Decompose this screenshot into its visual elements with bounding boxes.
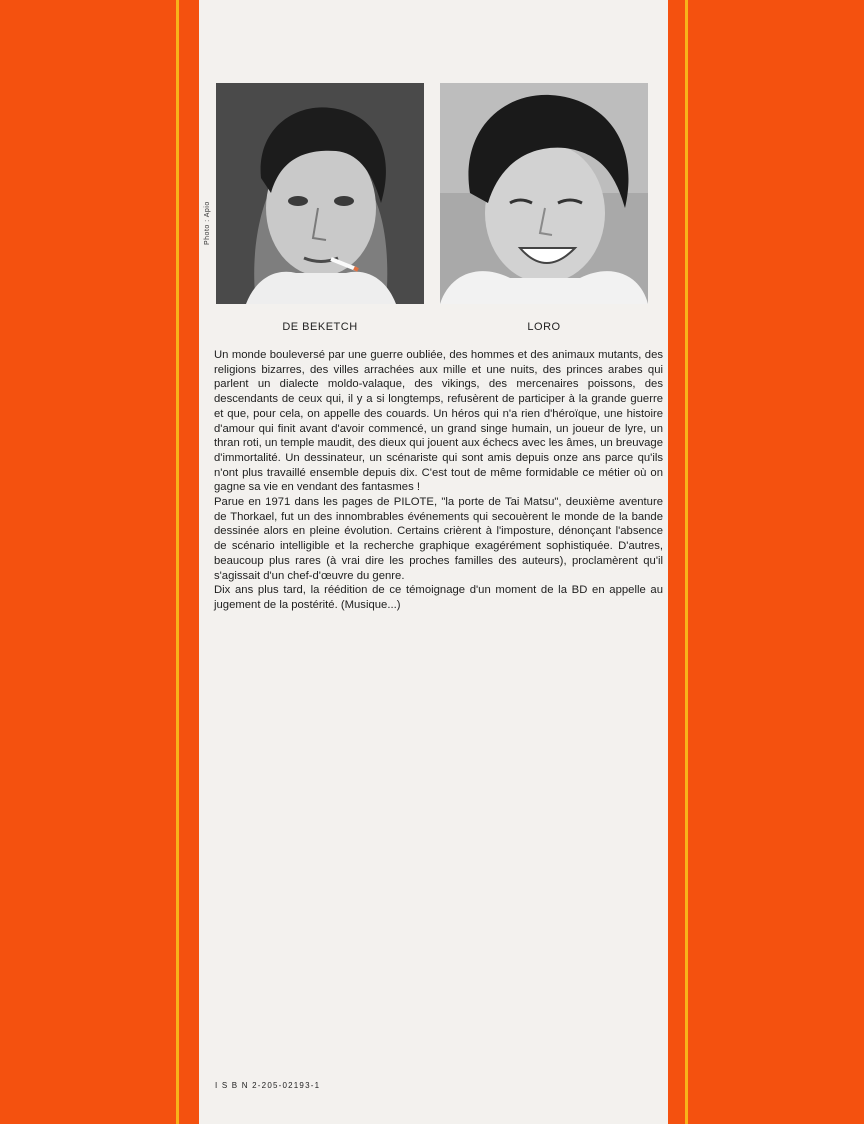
author-name-loro: LORO (527, 321, 561, 333)
blurb-paragraph-3: Dix ans plus tard, la réédition de ce témoignage d'un moment de la BD en appelle au jugement de la postérité. (Musique...) (214, 584, 663, 611)
author-name-de-beketch: DE BEKETCH (282, 321, 358, 333)
left-yellow-stripe (176, 0, 179, 1124)
author-photo-loro (440, 83, 648, 304)
blurb-text (214, 348, 663, 613)
isbn-number: I S B N 2-205-02193-1 (215, 1081, 321, 1090)
blurb-paragraph-1: Un monde bouleversé par une guerre oubliée, des hommes et des animaux mutants, des religions bizarres, des villes arrachées aux mille et une nuits, des princes arabes qui parlent un dialecte moldo-valaque, des vikings, des mercenaires poissons, des descendants de ceux qui, il y a si longtemps, refusèrent de participer à la grande guerre et que, pour cela, on appelle des couards. Un héros qui n'a rien d'héroïque, une histoire d'amour qui finit avant d'avoir commencé, un grand singe humain, un joueur de lyre, un thran roti, un temple maudit, des dieux qui jouent aux échecs avec les âmes, un breuvage d'immortalité. Un dessinateur, un scénariste qui sont amis depuis onze ans parce qu'ils n'ont plus travaillé ensemble depuis dix. C'est tout de même formidable ce métier où on gagne sa vie en vendant des fantasmes ! (214, 349, 664, 494)
photo-credit: Photo : Apio (204, 201, 211, 245)
right-yellow-stripe (685, 0, 688, 1124)
back-cover-panel (199, 0, 668, 1124)
blurb-paragraph-2: Parue en 1971 dans les pages de PILOTE, "la porte de Tai Matsu", deuxième aventure de Thorkael, fut un des innombrables événements qui secouèrent le monde de la bande dessinée alors en pleine évolution. Certains crièrent à l'imposture, dénonçant l'absence de scénario intelligible et la recherche graphique exagérément sophistiquée. D'autres, beaucoup plus rares (à vrai dire les proches familles des auteurs), proclamèrent qu'il s'agissait d'un chef-d'œuvre du genre. (214, 496, 663, 582)
author-photo-de-beketch (216, 83, 424, 304)
